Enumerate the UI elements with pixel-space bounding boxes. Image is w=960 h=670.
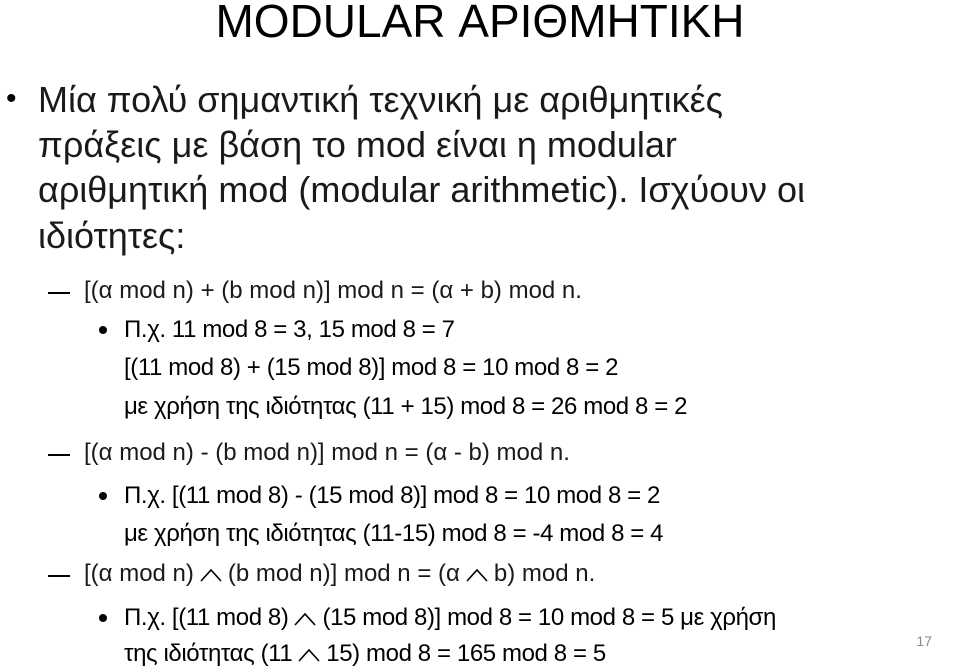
multiply-icon: [294, 612, 316, 626]
bullet-icon: [99, 326, 107, 334]
property-mul-example-1-part-2: (15 mod 8)] mod 8 = 10 mod 8 = 5 με χρήση: [322, 604, 776, 631]
bullet-icon: [99, 492, 107, 500]
property-mul-example-2-part-2: 15) mod 8 = 165 mod 8 = 5: [326, 640, 606, 667]
property-mul-example-2-part-1: της ιδιότητας (11: [124, 640, 293, 667]
property-mul-example-2: [124, 641, 606, 667]
property-mul-rule-part-2: (b mod n)] mod n = (α: [227, 560, 460, 587]
intro-line-2: πράξεις με βάση το mod είναι η modular: [38, 124, 677, 165]
property-mul-example-1: [124, 605, 776, 631]
property-add-rule: [(α mod n) + (b mod n)] mod n = (α + b) mod n.: [84, 277, 582, 304]
intro-line-4: ιδιότητες:: [38, 215, 186, 256]
property-add-example-2: [(11 mod 8) + (15 mod 8)] mod 8 = 10 mod 8 = 2: [124, 354, 619, 381]
dash-icon: [48, 292, 70, 294]
slide-number: 17: [916, 633, 932, 649]
slide-title: MODULAR ΑΡΙΘΜΗΤΙΚΗ: [215, 0, 745, 47]
property-mul-rule-part-3: b) mod n.: [493, 560, 596, 587]
multiply-icon: [466, 568, 488, 582]
property-add-example-3: με χρήση της ιδιότητας (11 + 15) mod 8 = 26 mod 8 = 2: [124, 393, 688, 420]
bullet-icon: •: [6, 82, 17, 115]
bullet-icon: [99, 614, 107, 622]
property-mul-example-1-part-1: Π.χ. [(11 mod 8): [124, 604, 289, 631]
property-mul-rule-part-1: [(α mod n): [84, 560, 194, 587]
property-sub-example-1: Π.χ. [(11 mod 8) - (15 mod 8)] mod 8 = 10 mod 8 = 2: [124, 482, 661, 509]
dash-icon: [48, 575, 70, 577]
dash-icon: [48, 454, 70, 456]
intro-line-3: αριθμητική mod (modular arithmetic). Ισχύουν οι: [38, 169, 805, 210]
property-sub-rule: [(α mod n) - (b mod n)] mod n = (α - b) mod n.: [84, 439, 570, 466]
property-sub-example-2: με χρήση της ιδιότητας (11-15) mod 8 = -4 mod 8 = 4: [124, 520, 664, 547]
multiply-icon: [200, 568, 222, 582]
property-mul-rule: [84, 561, 595, 587]
multiply-icon: [298, 648, 320, 662]
property-add-example-1: Π.χ. 11 mod 8 = 3, 15 mod 8 = 7: [124, 316, 455, 343]
intro-line-1: Μία πολύ σημαντική τεχνική με αριθμητικές: [38, 79, 724, 120]
